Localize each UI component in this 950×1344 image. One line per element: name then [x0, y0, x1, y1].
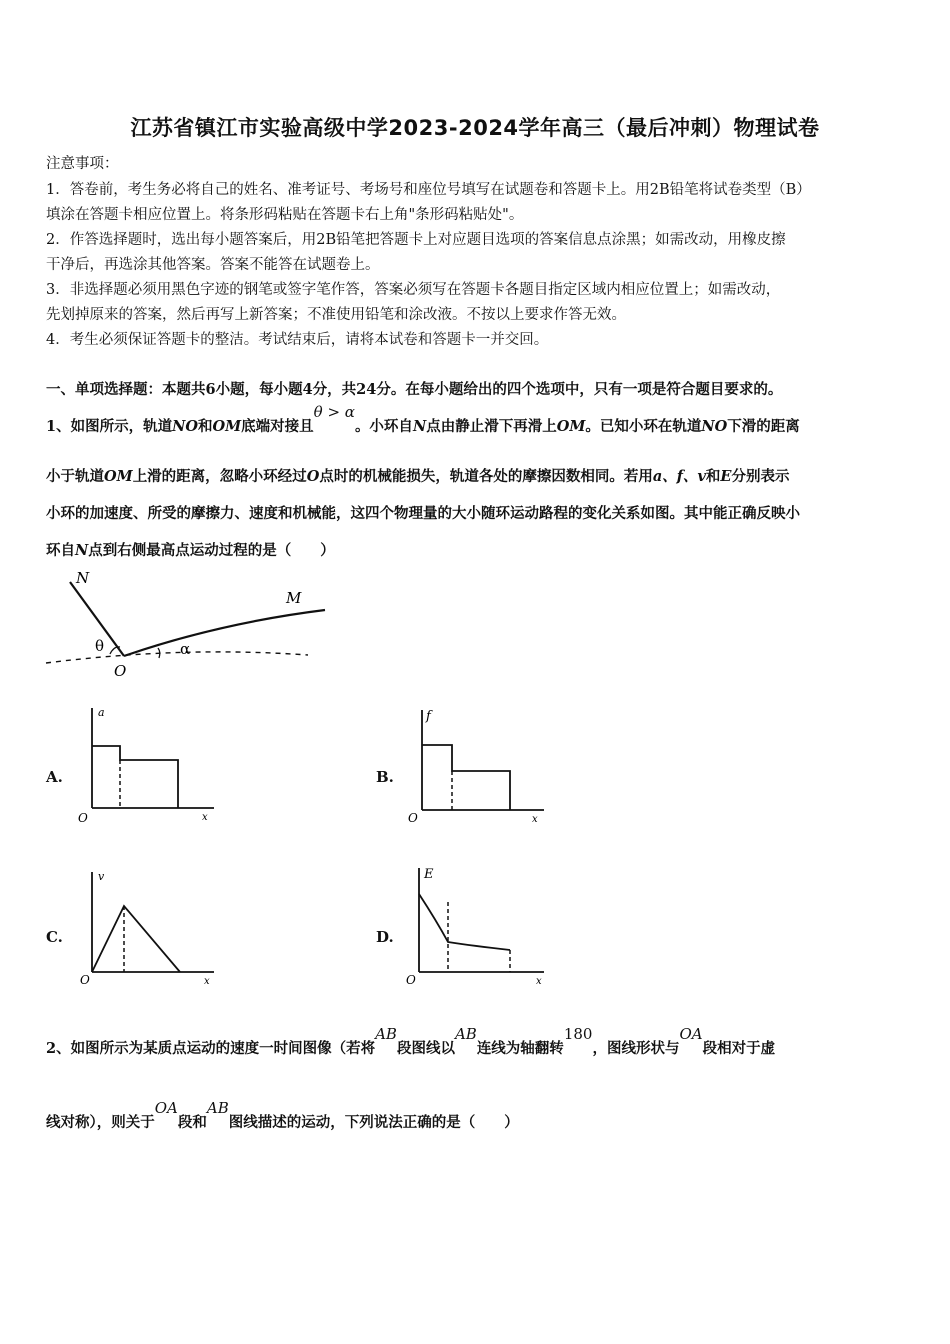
label-M: M	[286, 589, 302, 607]
v-curve	[92, 906, 180, 972]
option-a-label[interactable]: A.	[46, 768, 63, 786]
q1-line-2: 小于轨道OM上滑的距离，忽略小环经过O点时的机械能损失，轨道各处的摩擦因数相同。若用a、f、v和E分别表示	[46, 468, 790, 485]
section-heading: 一、单项选择题：本题共6小题，每小题4分，共24分。在每小题给出的四个选项中，只有一项是符合题目要求的。	[46, 381, 783, 398]
label-N: N	[76, 569, 90, 587]
c-xlabel: x	[204, 976, 210, 987]
d-ylabel: E	[424, 867, 434, 882]
option-d-graph[interactable]	[404, 860, 554, 985]
label-theta: θ	[95, 637, 105, 655]
d-origin: O	[406, 973, 416, 985]
a-curve	[92, 746, 178, 808]
q2-line-1: 2、如图所示为某质点运动的速度一时间图像（若将AB段图线以AB连线为轴翻转180，图线形状与OA段相对于虚	[46, 1025, 776, 1057]
dashed-baseline	[46, 652, 308, 663]
option-b-label[interactable]: B.	[376, 768, 394, 786]
q2-line-2: 线对称），则关于OA段和AB图线描述的运动，下列说法正确的是（ ）	[46, 1099, 519, 1131]
note-4: 4．考生必须保证答题卡的整洁。考试结束后，请将本试卷和答题卡一并交回。	[46, 332, 549, 348]
q1-line-3: 小环的加速度、所受的摩擦力、速度和机械能，这四个物理量的大小随环运动路程的变化关系如图。其中能正确反映小	[46, 505, 800, 522]
note-1b: 填涂在答题卡相应位置上。将条形码粘贴在答题卡右上角"条形码粘贴处"。	[46, 207, 524, 223]
c-origin: O	[80, 973, 90, 987]
q1-line-4: 环自N点到右侧最高点运动过程的是（ ）	[46, 542, 335, 559]
c-ylabel: v	[98, 870, 105, 883]
option-c-label[interactable]: C.	[46, 928, 63, 946]
label-alpha: α	[180, 640, 191, 658]
theta-gt-alpha: θ > α	[313, 403, 355, 421]
note-1a: 1．答卷前，考生务必将自己的姓名、准考证号、考场号和座位号填写在试题卷和答题卡上。用2B铅笔将试卷类型（B）	[46, 182, 811, 198]
option-b-graph[interactable]	[404, 700, 554, 825]
note-2a: 2．作答选择题时，选出每小题答案后，用2B铅笔把答题卡上对应题目选项的答案信息点涂黑；如需改动，用橡皮擦	[46, 232, 786, 248]
a-origin: O	[78, 811, 88, 825]
e-curve	[419, 894, 510, 950]
b-origin: O	[408, 811, 418, 825]
q1-line-1: 1、如图所示，轨道NO和OM底端对接且θ > α。小环自N点由静止滑下再滑上OM。已知小环在轨道NO下滑的距离	[46, 403, 800, 435]
a-xlabel: x	[202, 812, 208, 823]
option-d-label[interactable]: D.	[376, 928, 394, 946]
label-O: O	[114, 662, 127, 680]
d-xlabel: x	[536, 976, 542, 985]
option-c-graph[interactable]	[74, 862, 224, 987]
note-2b: 干净后，再选涂其他答案。答案不能答在试题卷上。	[46, 257, 380, 273]
option-a-graph[interactable]	[74, 700, 224, 825]
track-om	[124, 610, 325, 656]
page-title: 江苏省镇江市实验高级中学2023-2024学年高三（最后冲刺）物理试卷	[130, 116, 820, 140]
note-3a: 3．非选择题必须用黑色字迹的钢笔或签字笔作答，答案必须写在答题卡各题目指定区域内相应位置上；如需改动，	[46, 282, 781, 298]
a-ylabel: a	[98, 706, 105, 719]
track-figure	[40, 568, 340, 683]
note-3b: 先划掉原来的答案，然后再写上新答案；不准使用铅笔和涂改液。不按以上要求作答无效。	[46, 307, 626, 323]
notes-heading: 注意事项：	[46, 156, 119, 172]
b-xlabel: x	[532, 814, 538, 825]
f-curve	[422, 745, 510, 810]
b-ylabel: f	[426, 709, 431, 724]
